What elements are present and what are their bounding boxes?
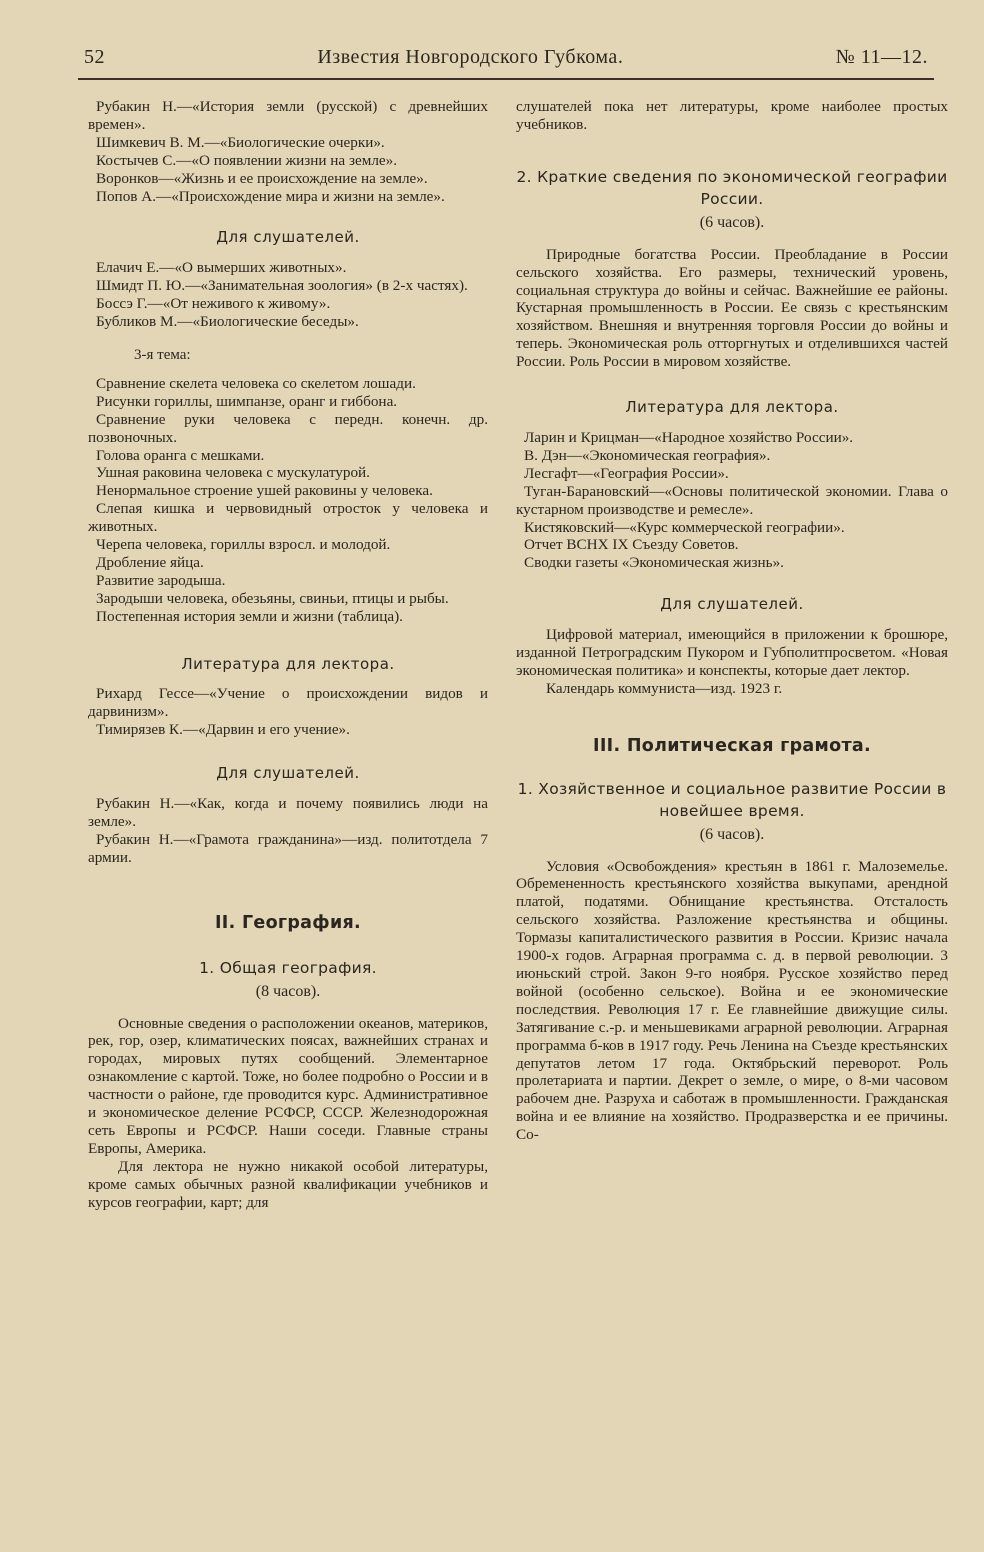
paragraph: Условия «Освобождения» крестьян в 1861 г. Малоземелье. Обремененность крестьянского хозяйства выкупами, арендной платой, податями. Обнищание крестьянства. Отсталость сельского хозяйства. Разложение крестьянства и общины. Тормазы капиталистического развития в России. Кризис начала 1900-х годов. Аграрная программа с. д. в первой революции. 3 июньский строй. Закон 9-го ноября. Русское хозяйство перед войной (особенно сельское). Война и ее экономические последствия. Революция 17 г. Ее главнейшие движущие силы. Затягивание с.-р. и меньшевиками аграрной революции. Аграрная программа б-ков в 1917 году. Речь Ленина на Съезде крестьянских депутатов летом 17 года. Октябрьский переворот. Роль пролетариата и партии. Декрет о земле, о мире, о 8-ми часовом рабочем дне. Разруха и саботаж в промышленности. Гражданская война и ее влияние на хозяйство. Продразверстка и ее причины. Со- — [516, 857, 948, 1144]
subheading-literature-lector: Литература для лектора. — [625, 398, 839, 417]
list-item: Шимкевич В. М.—«Биологические очерки». — [96, 133, 385, 151]
subheading-for-listeners: Для слушателей. — [216, 228, 360, 247]
journal-title: Известия Новгородского Губкома. — [317, 46, 624, 68]
list-item: Елачич Е.—«О вымерших животных». — [96, 259, 347, 277]
list-item: Ненормальное строение ушей раковины у человека. — [96, 482, 433, 500]
paragraph: Природные богатства России. Преобладание в России сельского хозяйства. Его размеры, технический уровень, социальная структура до войны и сейчас. Важнейшие ее районы. Кустарная промышленность в России. Ее связь с крестьянским хозяйством. Внешняя и внутренняя торговля России до войны и теперь. Экономическая роль отторгнутых и отделившихся частей России. Роль России в мировом хозяйстве. — [516, 245, 948, 371]
paragraph: Цифровой материал, имеющийся в приложении к брошюре, изданной Петроградским Пукором и Губполитпросветом. «Новая экономическая политика» и конспекты, которые дает лектор. — [516, 626, 948, 679]
list-item: Воронков—«Жизнь и ее происхождение на земле». — [96, 169, 428, 187]
hours-label: (8 часов). — [255, 982, 321, 1000]
list-item: Зародыши человека, обезьяны, свиньи, птицы и рыбы. — [96, 589, 449, 607]
header-rule — [78, 78, 934, 80]
list-item: Рубакин Н.—«Как, когда и почему появились люди на земле». — [88, 795, 488, 830]
section-heading-political-literacy: III. Политическая грамота. — [593, 735, 871, 756]
list-item: Боссэ Г.—«От неживого к живому». — [96, 295, 331, 313]
list-item: Рихард Гессе—«Учение о происхождении видов и дарвинизм». — [88, 685, 488, 721]
subsection-heading: 1. Общая география. — [199, 958, 377, 977]
subsection-heading: 2. Краткие сведения по экономической географии России. — [516, 167, 948, 208]
left-column — [88, 98, 488, 1212]
list-item: Шмидт П. Ю.—«Занимательная зоология» (в 2-х частях). — [96, 277, 468, 295]
list-item: Ларин и Крицман—«Народное хозяйство России». — [524, 428, 854, 446]
list-item: Сравнение скелета человека со скелетом лошади. — [96, 374, 416, 392]
list-item: В. Дэн—«Экономическая география». — [524, 446, 771, 464]
list-item: Бубликов М.—«Биологические беседы». — [96, 313, 359, 331]
subheading-literature-lector: Литература для лектора. — [181, 654, 395, 673]
list-item: Черепа человека, гориллы взросл. и молодой. — [96, 536, 391, 554]
theme-label: 3-я тема: — [134, 346, 191, 363]
subheading-for-listeners: Для слушателей. — [660, 595, 804, 614]
page-header — [84, 46, 928, 76]
subheading-for-listeners: Для слушателей. — [216, 764, 360, 783]
page-number: 52 — [84, 46, 105, 68]
list-item: Развитие зародыша. — [96, 571, 226, 589]
section-heading-geography: II. География. — [215, 912, 361, 933]
list-item: Слепая кишка и червовидный отросток у человека и животных. — [88, 500, 488, 536]
hours-label: (6 часов). — [699, 213, 765, 231]
list-item: Сравнение руки человека с передн. конечн. др. позвоночных. — [88, 410, 488, 446]
list-item: Кистяковский—«Курс коммерческой географии». — [524, 518, 845, 536]
subsection-heading: 1. Хозяйственное и социальное развитие России в новейшее время. — [517, 779, 947, 820]
list-item: Ушная раковина человека с мускулатурой. — [96, 464, 370, 482]
list-item: Рубакин Н.—«История земли (русской) с древнейших времен». — [88, 98, 488, 133]
list-item: Сводки газеты «Экономическая жизнь». — [524, 554, 784, 572]
paragraph: Основные сведения о расположении океанов, материков, рек, гор, озер, климатических поясах, важнейших странах и городах, мировых путях сообщений. Элементарное ознакомление с картой. Тоже, но более подробно о России и в частности о районе, где проводится курс. Административное и экономическое деление РСФСР, СССР. Железнодорожная сеть Европы и РСФСР. Наши соседи. Главные страны Европы, Америка. — [88, 1014, 488, 1157]
list-item: Отчет ВСНХ IX Съезду Советов. — [524, 536, 739, 554]
list-item: Рисунки гориллы, шимпанзе, оранг и гиббона. — [96, 392, 398, 410]
list-item: Дробление яйца. — [96, 553, 204, 571]
hours-label: (6 часов). — [699, 825, 765, 843]
paragraph: Календарь коммуниста—изд. 1923 г. — [546, 679, 783, 697]
list-item: Тимирязев К.—«Дарвин и его учение». — [96, 721, 350, 739]
paragraph: Для лектора не нужно никакой особой литературы, кроме самых обычных разной квалификации учебников и курсов географии, карт; для — [88, 1157, 488, 1211]
list-item: Туган-Барановский—«Основы политической экономии. Глава о кустарном производстве и ремесле». — [516, 482, 948, 518]
list-item: Голова оранга с мешками. — [96, 446, 265, 464]
list-item: Постепенная история земли и жизни (таблица). — [96, 607, 403, 625]
list-item: Попов А.—«Происхождение мира и жизни на земле». — [96, 187, 445, 205]
issue-number: № 11—12. — [835, 46, 928, 68]
paragraph: слушателей пока нет литературы, кроме наиболее простых учебников. — [516, 98, 948, 133]
list-item: Костычев С.—«О появлении жизни на земле». — [96, 151, 398, 169]
list-item: Рубакин Н.—«Грамота гражданина»—изд. политотдела 7 армии. — [88, 830, 488, 866]
right-column — [516, 98, 948, 1144]
list-item: Лесгафт—«География России». — [524, 464, 729, 482]
